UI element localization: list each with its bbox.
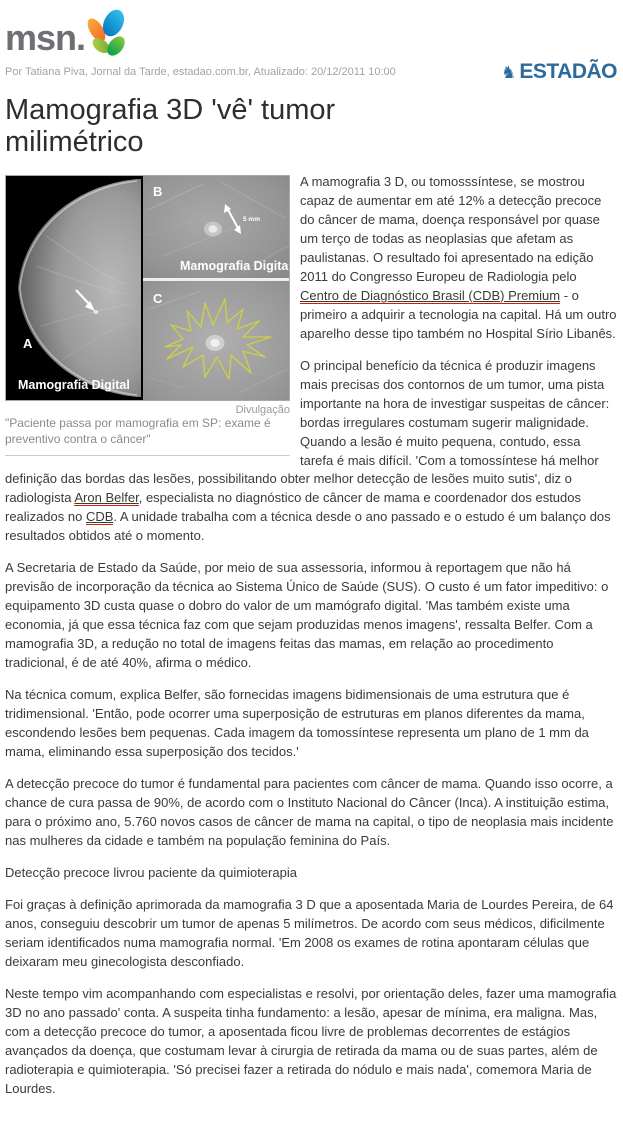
page-title: Mamografia 3D 'vê' tumor milimétrico <box>5 94 336 159</box>
panel-c <box>143 281 289 400</box>
photo-caption: "Paciente passa por mamografia em SP: exame é preventivo contra o câncer" <box>5 416 290 456</box>
msn-butterfly-icon <box>87 8 127 58</box>
paragraph-2-text-a: O principal benefício da técnica é produzir imagens mais precisas dos contornos de um tumor, uma pista importante na hora de investigar suspeitas de câncer: bordas irregulares costumam sugerir malignidade. Quando a lesão é muito pequena, contudo, essa tarefa é mais difícil. 'Com a tomossíntese há melhor definição das bordas das lesões, possibilitando obter melhor detecção de lesões muito sutis', diz o radiologista <box>5 357 610 506</box>
msn-wordmark: msn. <box>5 17 86 58</box>
estadao-newsboy-icon: ♞ <box>501 62 517 82</box>
panel-b <box>143 176 289 278</box>
link-cdb-premium[interactable]: Centro de Diagnóstico Brasil (CDB) Premium <box>300 287 561 303</box>
paragraph-7: Neste tempo vim acompanhando com especialistas e resolvi, por orientação deles, fazer uma mamografia 3D no ano passado' conta. A suspeita tinha fundamento: a lesão, apesar de mínima, era maligna. Mas, com a detecção precoce do tumor, a aposentada ficou livre de problemas decorrentes de estágios avançados da doença, que costumam levar à cirurgia de retirada da mama ou de suas partes, além de radioterapia e quimioterapia. 'Só precisei fazer a retirada do nódulo e mais nada', comemora Maria de Lourdes. <box>5 985 617 1096</box>
panel-b-label: B <box>153 183 163 199</box>
byline: Por Tatiana Piva, Jornal da Tarde, estadao.com.br, Atualizado: 20/12/2011 10:00 <box>5 66 396 78</box>
byline-row <box>5 60 617 84</box>
panel-c-label: C <box>153 290 163 306</box>
panel-b-caption: Mamografia Digital <box>180 258 289 273</box>
paragraph-2-text-b: , especialista no diagnóstico de câncer de mama e coordenador dos estudos realizados no <box>5 490 581 525</box>
link-cdb[interactable]: CDB <box>85 509 114 525</box>
panel-a-label: A <box>23 335 33 351</box>
link-aron-belfer[interactable]: Aron Belfer <box>74 490 139 506</box>
article-subhead: Detecção precoce livrou paciente da quimioterapia <box>5 864 297 880</box>
article-body <box>5 173 617 1099</box>
estadao-wordmark: ESTADÃO <box>519 60 617 83</box>
paragraph-1-text-b: - o primeiro a adquirir a tecnologia na capital. Há um outro aparelho desse tipo também no Hospital Sírio Libanês. <box>300 287 617 341</box>
panel-divider <box>143 278 289 281</box>
estadao-logo[interactable] <box>501 60 617 84</box>
article-figure <box>5 175 290 456</box>
paragraph-1-text-a: A mamografia 3 D, ou tomosssíntese, se mostrou capaz de aumentar em até 12% a detecção precoce do câncer de mama, doença responsável por quase um terço de todas as neoplasias que afetam as paulistanas. O resultado foi apresentado na edição 2011 do Congresso Europeu de Radiologia pelo <box>300 173 602 284</box>
msn-logo[interactable] <box>5 8 127 58</box>
paragraph-3: A Secretaria de Estado da Saúde, por meio de sua assessoria, informou à reportagem que não há previsão de incorporação da técnica ao Sistema Único de Saúde (SUS). O custo é um fator impeditivo: o equipamento 3D custa quase o dobro do valor de um mamógrafo digital. 'Mas também existe uma economia, já que essa técnica faz com que sejam produzidas menos imagens', ressalta Belfer. Com a mamografia 3D, a redução no total de imagens feitas das mamas, em relação ao procedimento tradicional, é de até 40%, afirma o médico. <box>5 560 609 671</box>
photo-credit: Divulgação <box>235 403 290 416</box>
panel-b-measure-label: 5 mm <box>243 215 260 223</box>
mammography-image <box>5 175 290 401</box>
paragraph-2-text-c: . A unidade trabalha com a técnica desde o ano passado e o estudo é um balanço dos resultados obtidos até o momento. <box>5 509 611 544</box>
panel-a-caption: Mamografia Digital <box>18 377 130 392</box>
mammography-svg <box>6 176 289 400</box>
paragraph-5: A detecção precoce do tumor é fundamental para pacientes com câncer de mama. Quando isso ocorre, a chance de cura passa de 90%, de acordo com o Instituto Nacional do Câncer (Inca). A instituição estima, para o próximo ano, 5.760 novos casos de câncer de mama na capital, o tipo de neoplasia mais incidente nas mulheres da cidade e também na população feminina do País. <box>5 776 614 848</box>
masthead <box>5 8 617 58</box>
butterfly-petal-green-right <box>104 33 129 59</box>
paragraph-4: Na técnica comum, explica Belfer, são fornecidas imagens bidimensionais de uma estrutura que é tridimensional. 'Então, pode ocorrer uma superposição de estruturas em planos diferentes da mama, escondendo lesões bem pequenas. Cada imagem da tomossíntese representa um plano de 1 mm da mama, eliminando essa superposição dos tecidos.' <box>5 687 589 760</box>
paragraph-6: Foi graças à definição aprimorada da mamografia 3 D que a aposentada Maria de Lourdes Pereira, de 64 anos, conseguiu descobrir um tumor de apenas 5 milímetros. De acordo com seus médicos, dificilmente seriam identificados numa mamografia normal. 'Em 2008 os exames de rotina apontaram células que deixaram meu ginecologista desconfiado. <box>5 896 614 969</box>
